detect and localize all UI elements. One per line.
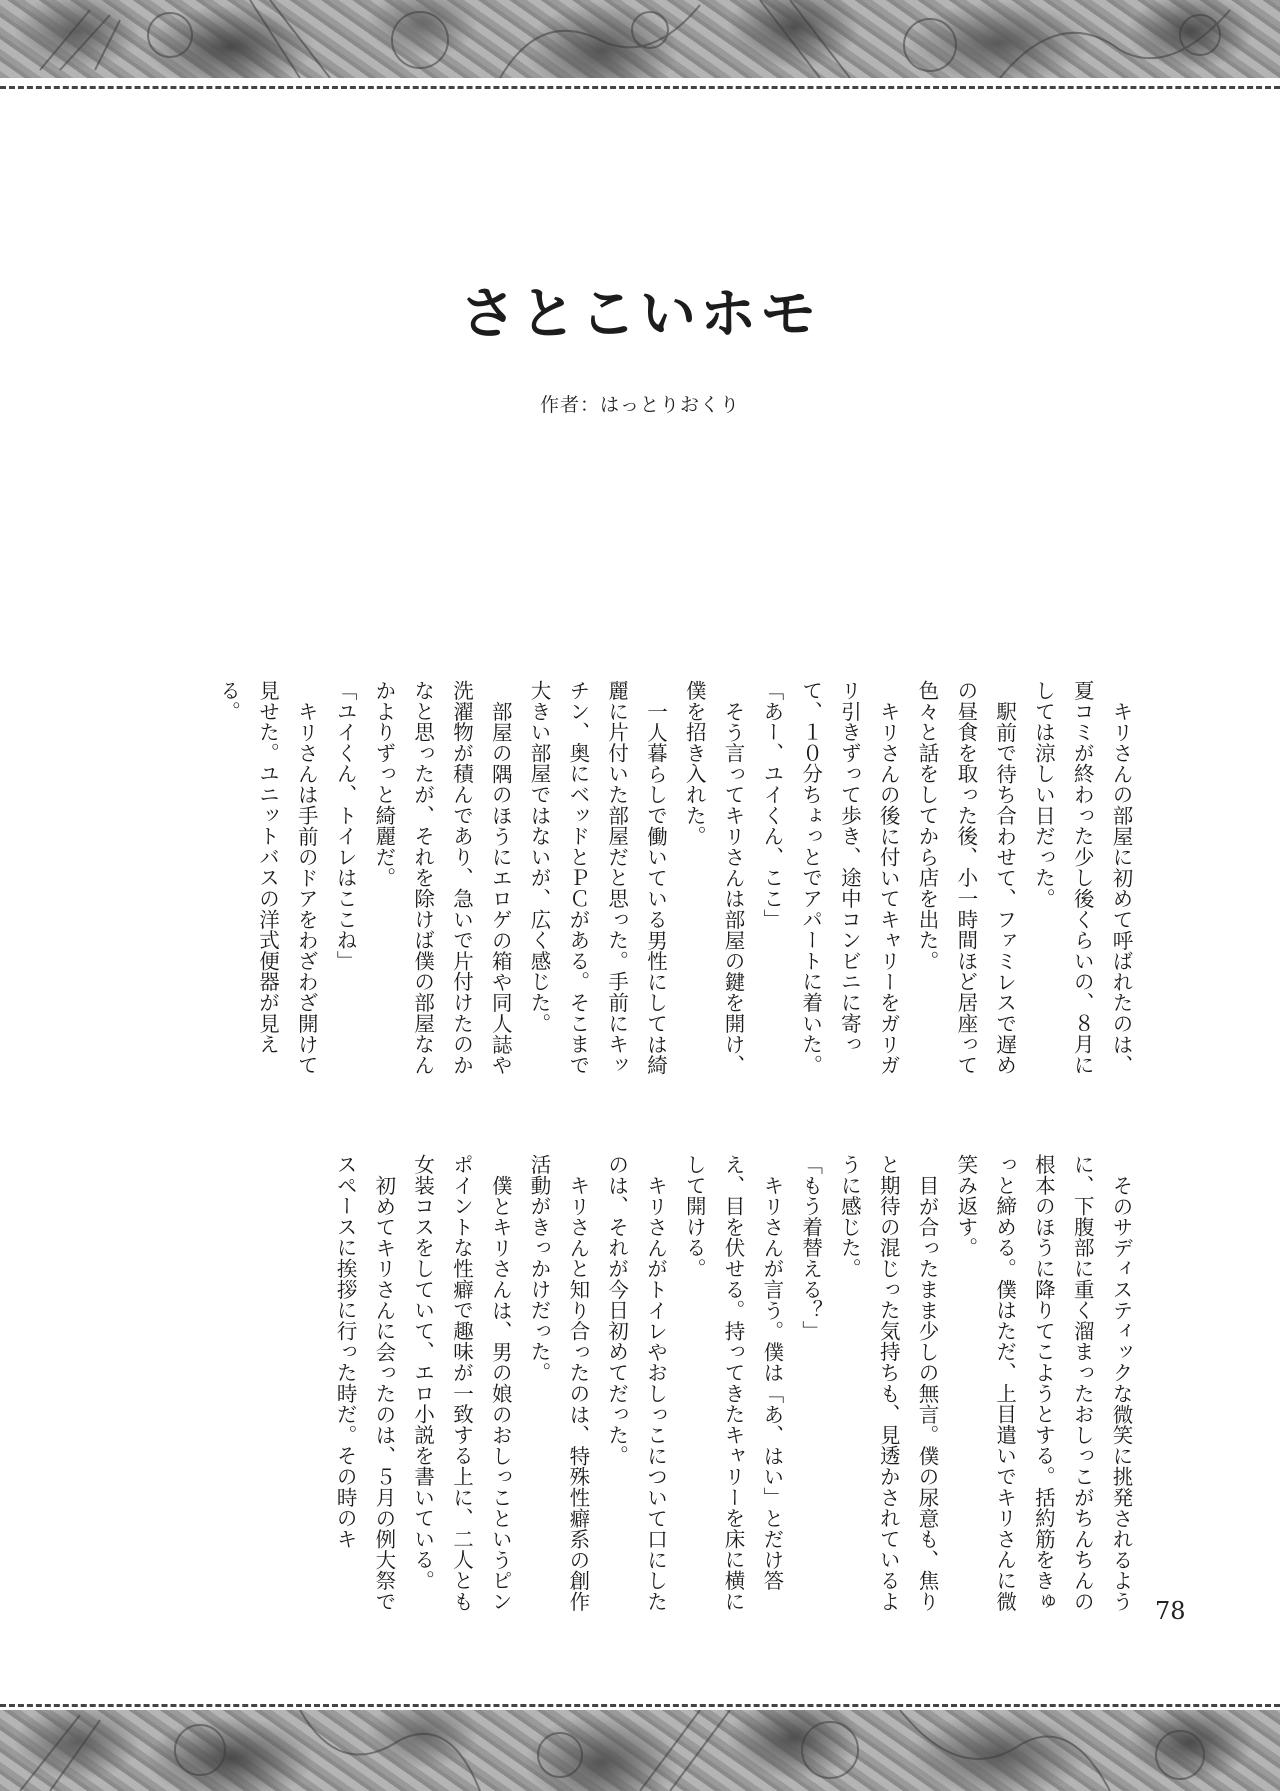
dialogue-line: 「ユイくん、トイレはここね」 [333,680,358,972]
page-number: 78 [1155,1597,1186,1625]
upper-text-column-block [170,680,1140,1080]
floral-pattern-decoration [0,1710,1280,1791]
paragraph: キリさんが言う。僕は「あ、はい」とだけ答え、目を伏せる。持ってきたキャリーを床に横にして開ける。 [682,1154,784,1612]
paragraph: 僕とキリさんは、男の娘のおしっこというピンポイントな性癖で趣味が一致する上に、二人とも女装コスをしていて、エロ小説を書いている。 [410,1154,513,1612]
author-credit: 作者：はっとりおくり [539,394,740,416]
dialogue-line: 「あー、ユイくん、ここ」 [759,680,784,930]
floral-pattern-decoration [0,0,1280,78]
paragraph: 目が合ったまま少しの無言。僕の尿意も、焦りと期待の混じった気持ちも、見透かされているように感じた。 [837,1154,940,1612]
paragraph: キリさんは手前のドアをわざわざ開けて見せた。ユニットバスの洋式便器が見える。 [216,680,319,1075]
header-dashed-rule [0,86,1280,89]
lower-text-column-block [170,1154,1140,1624]
paragraph: 一人暮らしで働いている男性にしては綺麗に片付いた部屋だと思った。手前にキッチン、奥にベッドとＰＣがある。そこまで大きい部屋ではないが、広く感じた。 [527,680,668,1076]
paragraph: キリさんの後に付いてキャリーをガリガリ引きずって歩き、途中コンビニに寄って、１０分ちょっとでアパートに着いた。 [798,680,901,1076]
footer-dashed-rule [0,1704,1280,1707]
paragraph: 駅前で待ち合わせて、ファミレスで遅めの昼食を取った後、小一時間ほど居座って色々と話をしてから店を出た。 [915,680,1017,1076]
paragraph: そう言ってキリさんは部屋の鍵を開け、僕を招き入れた。 [682,680,746,1075]
story-title: さとこいホモ [460,280,820,347]
paragraph: キリさんと知り合ったのは、特殊性癖系の創作活動がきっかけだった。 [527,1154,590,1612]
decorative-header-band [0,0,1280,78]
dialogue-line: 「もう着替える？」 [798,1154,823,1342]
paragraph: キリさんがトイレやおしっこについて口にしたのは、それが今日初めてだった。 [604,1154,668,1612]
paragraph: キリさんの部屋に初めて呼ばれたのは、夏コミが終わった少し後くらいの、８月にしては涼しい日だった。 [1031,680,1133,1076]
decorative-footer-band [0,1710,1280,1791]
paragraph: 初めてキリさんに会ったのは、５月の例大祭でスペースに挨拶に行った時だ。その時のキ [333,1154,396,1612]
paragraph: 部屋の隅のほうにエロゲの箱や同人誌や洗濯物が積んであり、急いで片付けたのかなと思ったが、それを除けば僕の部屋なんかよりずっと綺麗だ。 [371,680,513,1076]
paragraph: そのサディスティックな微笑に挑発されるように、下腹部に重く溜まったおしっこがちんちんの根本のほうに降りてこようとする。括約筋をきゅっと締める。僕はただ、上目遣いでキリさんに微笑み返す。 [953,1154,1133,1612]
